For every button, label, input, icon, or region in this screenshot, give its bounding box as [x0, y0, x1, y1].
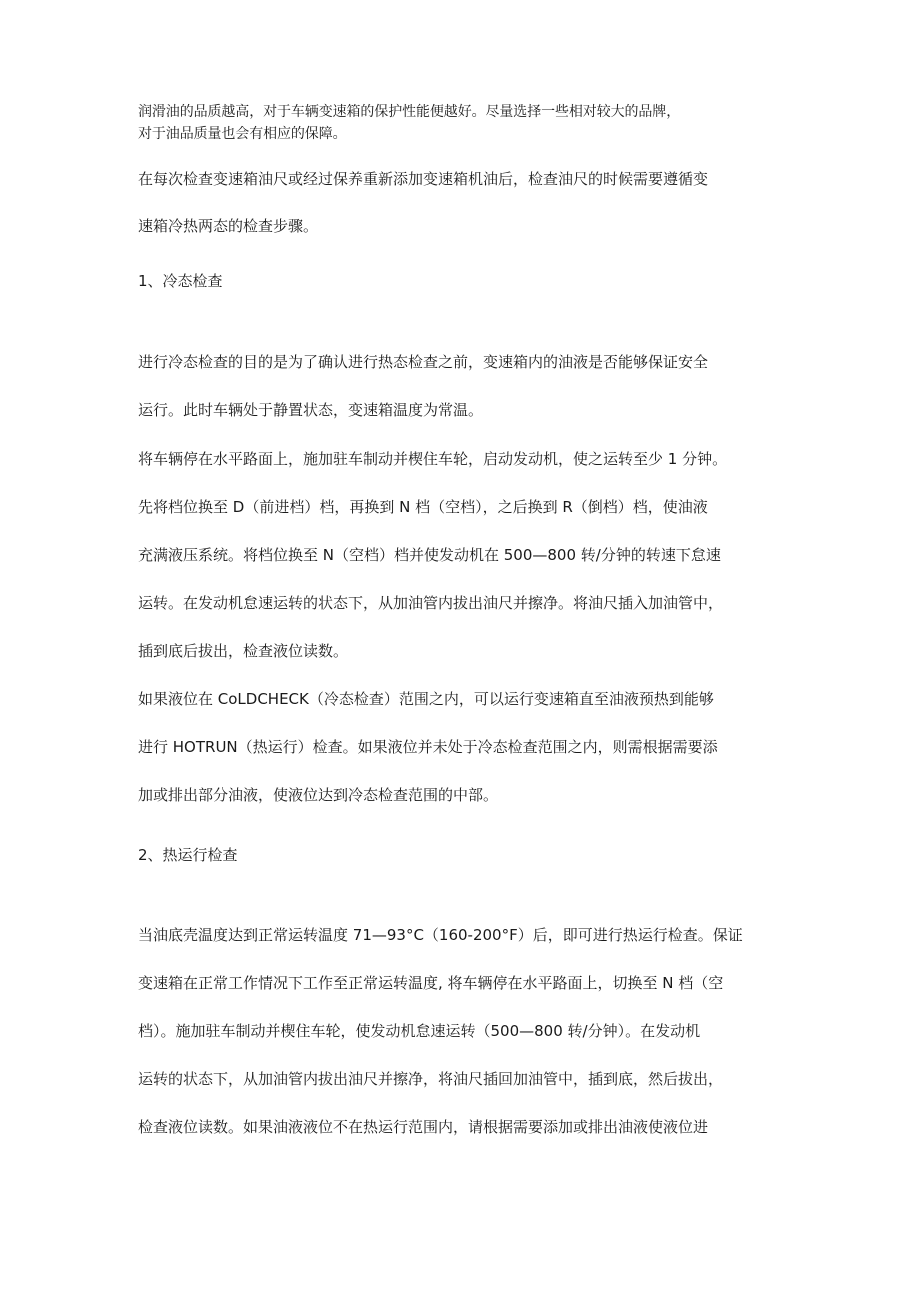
text-line: 在每次检查变速箱油尺或经过保养重新添加变速箱机油后，检查油尺的时候需要遵循变 — [138, 170, 709, 188]
section-heading: 1、冷态检查 — [138, 272, 223, 290]
text-line: 进行 HOTRUN（热运行）检查。如果液位并未处于冷态检查范围之内，则需根据需要添 — [138, 738, 718, 756]
document-page — [138, 0, 798, 1301]
text-line: 档）。施加驻车制动并楔住车轮，使发动机怠速运转（500—800 转/分钟）。在发动机 — [138, 1022, 701, 1040]
text-line: 检查液位读数。如果油液液位不在热运行范围内，请根据需要添加或排出油液使液位进 — [138, 1118, 709, 1136]
text-line: 先将档位换至 D（前进档）档，再换到 N 档（空档），之后换到 R（倒档）档，使油液 — [138, 498, 708, 516]
text-line: 对于油品质量也会有相应的保障。 — [138, 126, 347, 142]
text-line: 如果液位在 CoLDCHECK（冷态检查）范围之内，可以运行变速箱直至油液预热到能够 — [138, 690, 714, 708]
text-line: 将车辆停在水平路面上，施加驻车制动并楔住车轮，启动发动机，使之运转至少 1 分钟。 — [138, 450, 728, 468]
text-line: 润滑油的品质越高，对于车辆变速箱的保护性能便越好。尽量选择一些相对较大的品牌， — [138, 104, 681, 120]
text-line: 加或排出部分油液，使液位达到冷态检查范围的中部。 — [138, 786, 499, 804]
text-line: 运转的状态下，从加油管内拔出油尺并擦净，将油尺插回加油管中，插到底，然后拔出， — [138, 1070, 724, 1088]
text-line: 运转。在发动机怠速运转的状态下，从加油管内拔出油尺并擦净。将油尺插入加油管中， — [138, 594, 724, 612]
section-heading: 2、热运行检查 — [138, 846, 238, 864]
text-line: 运行。此时车辆处于静置状态，变速箱温度为常温。 — [138, 401, 484, 419]
text-line: 进行冷态检查的目的是为了确认进行热态检查之前，变速箱内的油液是否能够保证安全 — [138, 353, 709, 371]
text-line: 速箱冷热两态的检查步骤。 — [138, 217, 319, 235]
text-line: 当油底壳温度达到正常运转温度 71—93°C（160-200°F）后，即可进行热运行检查。保证 — [138, 926, 743, 944]
text-line: 变速箱在正常工作情况下工作至正常运转温度, 将车辆停在水平路面上，切换至 N 档（空 — [138, 974, 724, 992]
text-line: 充满液压系统。将档位换至 N（空档）档并使发动机在 500—800 转/分钟的转速下怠速 — [138, 546, 721, 564]
text-line: 插到底后拔出，检查液位读数。 — [138, 642, 349, 660]
